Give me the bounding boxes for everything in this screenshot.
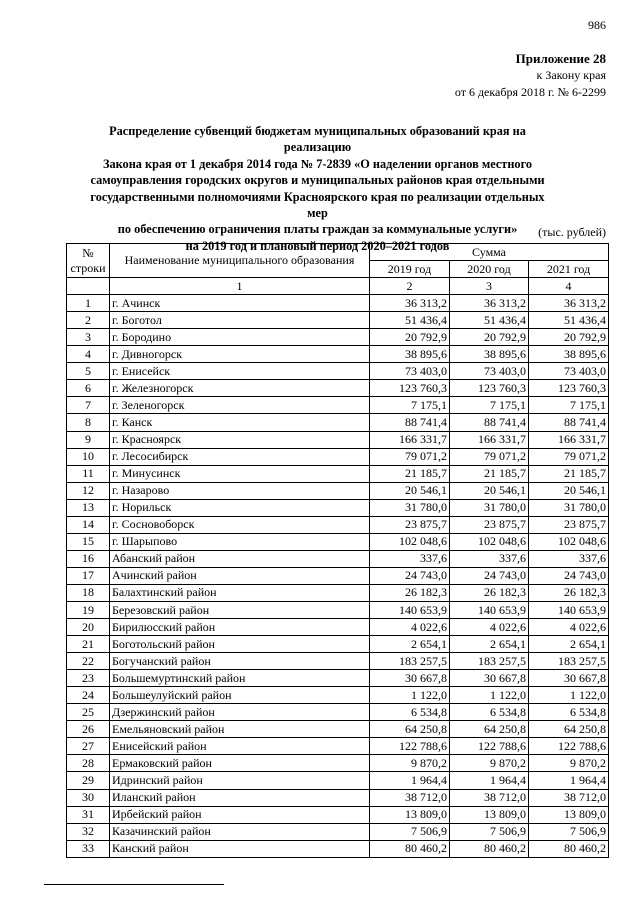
subvention-table bbox=[66, 243, 609, 858]
value-2019-cell: 20 546,1 bbox=[370, 482, 450, 499]
value-2020-cell: 23 875,7 bbox=[450, 516, 529, 533]
value-2019-cell: 31 780,0 bbox=[370, 499, 450, 516]
row-number-cell: 9 bbox=[67, 431, 110, 448]
table-body bbox=[67, 295, 609, 858]
appendix-line-1: к Закону края bbox=[536, 68, 606, 82]
value-2019-cell: 30 667,8 bbox=[370, 670, 450, 687]
value-2019-cell: 1 122,0 bbox=[370, 687, 450, 704]
header-2020: 2020 год bbox=[450, 261, 529, 278]
table-row bbox=[67, 533, 609, 550]
municipality-name-cell: Дзержинский район bbox=[110, 704, 370, 721]
appendix-line-2: от 6 декабря 2018 г. № 6-2299 bbox=[454, 85, 606, 99]
municipality-name-cell: г. Лесосибирск bbox=[110, 448, 370, 465]
municipality-name-cell: г. Ачинск bbox=[110, 295, 370, 312]
row-number-cell: 16 bbox=[67, 550, 110, 567]
row-number-cell: 2 bbox=[67, 312, 110, 329]
index-cell bbox=[67, 278, 110, 295]
value-2021-cell: 1 964,4 bbox=[529, 772, 609, 789]
value-2019-cell: 140 653,9 bbox=[370, 601, 450, 618]
row-number-cell: 19 bbox=[67, 601, 110, 618]
municipality-name-cell: г. Боготол bbox=[110, 312, 370, 329]
table-row bbox=[67, 653, 609, 670]
value-2021-cell: 64 250,8 bbox=[529, 721, 609, 738]
row-number-cell: 28 bbox=[67, 755, 110, 772]
row-number-cell: 1 bbox=[67, 295, 110, 312]
table-header-row bbox=[67, 244, 609, 261]
value-2019-cell: 123 760,3 bbox=[370, 380, 450, 397]
value-2021-cell: 36 313,2 bbox=[529, 295, 609, 312]
municipality-name-cell: г. Красноярск bbox=[110, 431, 370, 448]
table-row bbox=[67, 704, 609, 721]
table-row bbox=[67, 687, 609, 704]
value-2019-cell: 13 809,0 bbox=[370, 806, 450, 823]
municipality-name-cell: Идринский район bbox=[110, 772, 370, 789]
value-2021-cell: 73 403,0 bbox=[529, 363, 609, 380]
table-row bbox=[67, 550, 609, 567]
value-2020-cell: 122 788,6 bbox=[450, 738, 529, 755]
table-row bbox=[67, 397, 609, 414]
value-2019-cell: 6 534,8 bbox=[370, 704, 450, 721]
value-2019-cell: 102 048,6 bbox=[370, 533, 450, 550]
value-2020-cell: 21 185,7 bbox=[450, 465, 529, 482]
value-2019-cell: 183 257,5 bbox=[370, 653, 450, 670]
row-number-cell: 27 bbox=[67, 738, 110, 755]
value-2020-cell: 1 122,0 bbox=[450, 687, 529, 704]
municipality-name-cell: Березовский район bbox=[110, 601, 370, 618]
value-2019-cell: 4 022,6 bbox=[370, 619, 450, 636]
value-2021-cell: 20 546,1 bbox=[529, 482, 609, 499]
row-number-cell: 7 bbox=[67, 397, 110, 414]
table-row bbox=[67, 636, 609, 653]
value-2019-cell: 80 460,2 bbox=[370, 840, 450, 857]
row-number-cell: 6 bbox=[67, 380, 110, 397]
value-2021-cell: 6 534,8 bbox=[529, 704, 609, 721]
value-2021-cell: 166 331,7 bbox=[529, 431, 609, 448]
title-line-4: государственными полномочиями Красноярского края по реализации отдельных мер bbox=[90, 189, 545, 221]
municipality-name-cell: г. Шарыпово bbox=[110, 533, 370, 550]
value-2020-cell: 140 653,9 bbox=[450, 601, 529, 618]
table-row bbox=[67, 312, 609, 329]
row-number-cell: 22 bbox=[67, 653, 110, 670]
table-row bbox=[67, 363, 609, 380]
row-number-cell: 21 bbox=[67, 636, 110, 653]
title-line-2: Закона края от 1 декабря 2014 года № 7-2839 «О наделении органов местного bbox=[103, 156, 532, 171]
table-row bbox=[67, 738, 609, 755]
table-row bbox=[67, 772, 609, 789]
title-line-1: Распределение субвенций бюджетам муниципальных образований края на реализацию bbox=[109, 124, 526, 155]
value-2020-cell: 51 436,4 bbox=[450, 312, 529, 329]
value-2020-cell: 13 809,0 bbox=[450, 806, 529, 823]
header-row-word: строки bbox=[70, 260, 106, 275]
value-2020-cell: 80 460,2 bbox=[450, 840, 529, 857]
table-row bbox=[67, 840, 609, 857]
value-2019-cell: 51 436,4 bbox=[370, 312, 450, 329]
value-2019-cell: 88 741,4 bbox=[370, 414, 450, 431]
document-title bbox=[80, 123, 555, 254]
value-2020-cell: 9 870,2 bbox=[450, 755, 529, 772]
value-2021-cell: 21 185,7 bbox=[529, 465, 609, 482]
title-line-5: по обеспечению ограничения платы граждан за коммунальные услуги» bbox=[117, 222, 518, 237]
row-number-cell: 10 bbox=[67, 448, 110, 465]
value-2020-cell: 26 182,3 bbox=[450, 584, 529, 601]
municipality-name-cell: Большеулуйский район bbox=[110, 687, 370, 704]
value-2019-cell: 20 792,9 bbox=[370, 329, 450, 346]
municipality-name-cell: Ачинский район bbox=[110, 567, 370, 584]
value-2021-cell: 38 712,0 bbox=[529, 789, 609, 806]
municipality-name-cell: Абанский район bbox=[110, 550, 370, 567]
table-row bbox=[67, 584, 609, 601]
value-2020-cell: 73 403,0 bbox=[450, 363, 529, 380]
table-row bbox=[67, 380, 609, 397]
municipality-name-cell: г. Минусинск bbox=[110, 465, 370, 482]
value-2021-cell: 31 780,0 bbox=[529, 499, 609, 516]
value-2019-cell: 73 403,0 bbox=[370, 363, 450, 380]
value-2021-cell: 80 460,2 bbox=[529, 840, 609, 857]
value-2021-cell: 1 122,0 bbox=[529, 687, 609, 704]
municipality-name-cell: Ермаковский район bbox=[110, 755, 370, 772]
row-number-cell: 18 bbox=[67, 584, 110, 601]
value-2020-cell: 1 964,4 bbox=[450, 772, 529, 789]
value-2020-cell: 38 895,6 bbox=[450, 346, 529, 363]
table-row bbox=[67, 823, 609, 840]
table-row bbox=[67, 806, 609, 823]
value-2021-cell: 122 788,6 bbox=[529, 738, 609, 755]
municipality-name-cell: г. Норильск bbox=[110, 499, 370, 516]
row-number-cell: 31 bbox=[67, 806, 110, 823]
municipality-name-cell: г. Дивногорск bbox=[110, 346, 370, 363]
value-2019-cell: 36 313,2 bbox=[370, 295, 450, 312]
index-cell: 3 bbox=[450, 278, 529, 295]
row-number-cell: 13 bbox=[67, 499, 110, 516]
table-row bbox=[67, 295, 609, 312]
value-2019-cell: 26 182,3 bbox=[370, 584, 450, 601]
value-2019-cell: 1 964,4 bbox=[370, 772, 450, 789]
table-row bbox=[67, 482, 609, 499]
value-2021-cell: 140 653,9 bbox=[529, 601, 609, 618]
value-2020-cell: 24 743,0 bbox=[450, 567, 529, 584]
row-number-cell: 25 bbox=[67, 704, 110, 721]
value-2020-cell: 166 331,7 bbox=[450, 431, 529, 448]
value-2021-cell: 7 175,1 bbox=[529, 397, 609, 414]
value-2020-cell: 7 506,9 bbox=[450, 823, 529, 840]
table-row bbox=[67, 448, 609, 465]
title-line-3: самоуправления городских округов и муниципальных районов края отдельными bbox=[90, 173, 545, 188]
table-row bbox=[67, 670, 609, 687]
municipality-name-cell: Емельяновский район bbox=[110, 721, 370, 738]
municipality-name-cell: г. Железногорск bbox=[110, 380, 370, 397]
value-2021-cell: 23 875,7 bbox=[529, 516, 609, 533]
index-cell: 1 bbox=[110, 278, 370, 295]
value-2021-cell: 4 022,6 bbox=[529, 619, 609, 636]
row-number-cell: 12 bbox=[67, 482, 110, 499]
row-number-cell: 24 bbox=[67, 687, 110, 704]
value-2019-cell: 9 870,2 bbox=[370, 755, 450, 772]
value-2020-cell: 79 071,2 bbox=[450, 448, 529, 465]
municipality-name-cell: Иланский район bbox=[110, 789, 370, 806]
row-number-cell: 20 bbox=[67, 619, 110, 636]
row-number-cell: 4 bbox=[67, 346, 110, 363]
table-row bbox=[67, 329, 609, 346]
header-2019: 2019 год bbox=[370, 261, 450, 278]
value-2020-cell: 337,6 bbox=[450, 550, 529, 567]
table-row bbox=[67, 516, 609, 533]
table-row bbox=[67, 567, 609, 584]
row-number-cell: 11 bbox=[67, 465, 110, 482]
value-2020-cell: 183 257,5 bbox=[450, 653, 529, 670]
table-index-row bbox=[67, 278, 609, 295]
footnote-divider bbox=[44, 884, 224, 885]
value-2021-cell: 123 760,3 bbox=[529, 380, 609, 397]
row-number-cell: 8 bbox=[67, 414, 110, 431]
value-2019-cell: 166 331,7 bbox=[370, 431, 450, 448]
municipality-name-cell: г. Зеленогорск bbox=[110, 397, 370, 414]
index-cell: 2 bbox=[370, 278, 450, 295]
header-number-sign: № bbox=[82, 245, 94, 260]
municipality-name-cell: Казачинский район bbox=[110, 823, 370, 840]
units-label: (тыс. рублей) bbox=[538, 225, 606, 239]
value-2020-cell: 102 048,6 bbox=[450, 533, 529, 550]
value-2020-cell: 31 780,0 bbox=[450, 499, 529, 516]
municipality-name-cell: Балахтинский район bbox=[110, 584, 370, 601]
municipality-name-cell: Боготольский район bbox=[110, 636, 370, 653]
value-2020-cell: 7 175,1 bbox=[450, 397, 529, 414]
table-row bbox=[67, 755, 609, 772]
value-2020-cell: 6 534,8 bbox=[450, 704, 529, 721]
value-2019-cell: 23 875,7 bbox=[370, 516, 450, 533]
row-number-cell: 14 bbox=[67, 516, 110, 533]
municipality-name-cell: г. Сосновоборск bbox=[110, 516, 370, 533]
value-2021-cell: 183 257,5 bbox=[529, 653, 609, 670]
value-2021-cell: 2 654,1 bbox=[529, 636, 609, 653]
value-2021-cell: 9 870,2 bbox=[529, 755, 609, 772]
value-2019-cell: 38 895,6 bbox=[370, 346, 450, 363]
table-row bbox=[67, 499, 609, 516]
table-row bbox=[67, 721, 609, 738]
municipality-name-cell: г. Бородино bbox=[110, 329, 370, 346]
table-row bbox=[67, 601, 609, 618]
municipality-name-cell: Бирилюсский район bbox=[110, 619, 370, 636]
value-2019-cell: 64 250,8 bbox=[370, 721, 450, 738]
value-2021-cell: 51 436,4 bbox=[529, 312, 609, 329]
value-2019-cell: 2 654,1 bbox=[370, 636, 450, 653]
municipality-name-cell: Большемуртинский район bbox=[110, 670, 370, 687]
value-2020-cell: 123 760,3 bbox=[450, 380, 529, 397]
index-cell: 4 bbox=[529, 278, 609, 295]
value-2021-cell: 38 895,6 bbox=[529, 346, 609, 363]
value-2019-cell: 7 506,9 bbox=[370, 823, 450, 840]
value-2019-cell: 24 743,0 bbox=[370, 567, 450, 584]
row-number-cell: 3 bbox=[67, 329, 110, 346]
value-2019-cell: 79 071,2 bbox=[370, 448, 450, 465]
value-2020-cell: 20 546,1 bbox=[450, 482, 529, 499]
value-2020-cell: 38 712,0 bbox=[450, 789, 529, 806]
value-2019-cell: 21 185,7 bbox=[370, 465, 450, 482]
table-row bbox=[67, 789, 609, 806]
table-row bbox=[67, 431, 609, 448]
appendix-block bbox=[455, 50, 606, 101]
header-sum: Сумма bbox=[370, 244, 609, 261]
value-2021-cell: 13 809,0 bbox=[529, 806, 609, 823]
header-2021: 2021 год bbox=[529, 261, 609, 278]
row-number-cell: 17 bbox=[67, 567, 110, 584]
value-2019-cell: 337,6 bbox=[370, 550, 450, 567]
title-line-6: на 2019 год и плановый период 2020–2021 годов bbox=[185, 238, 450, 253]
table-row bbox=[67, 619, 609, 636]
page-number: 986 bbox=[588, 18, 606, 32]
municipality-name-cell: Енисейский район bbox=[110, 738, 370, 755]
value-2020-cell: 64 250,8 bbox=[450, 721, 529, 738]
value-2021-cell: 337,6 bbox=[529, 550, 609, 567]
table-row bbox=[67, 414, 609, 431]
municipality-name-cell: Канский район bbox=[110, 840, 370, 857]
municipality-name-cell: Ирбейский район bbox=[110, 806, 370, 823]
row-number-cell: 15 bbox=[67, 533, 110, 550]
value-2021-cell: 30 667,8 bbox=[529, 670, 609, 687]
value-2021-cell: 102 048,6 bbox=[529, 533, 609, 550]
table-row bbox=[67, 346, 609, 363]
value-2019-cell: 38 712,0 bbox=[370, 789, 450, 806]
value-2021-cell: 79 071,2 bbox=[529, 448, 609, 465]
value-2020-cell: 30 667,8 bbox=[450, 670, 529, 687]
header-name: Наименование муниципального образования bbox=[110, 244, 370, 278]
row-number-cell: 29 bbox=[67, 772, 110, 789]
value-2020-cell: 36 313,2 bbox=[450, 295, 529, 312]
value-2020-cell: 88 741,4 bbox=[450, 414, 529, 431]
row-number-cell: 30 bbox=[67, 789, 110, 806]
municipality-name-cell: г. Енисейск bbox=[110, 363, 370, 380]
value-2021-cell: 26 182,3 bbox=[529, 584, 609, 601]
row-number-cell: 33 bbox=[67, 840, 110, 857]
value-2021-cell: 7 506,9 bbox=[529, 823, 609, 840]
header-row-number bbox=[67, 244, 110, 278]
row-number-cell: 5 bbox=[67, 363, 110, 380]
value-2021-cell: 24 743,0 bbox=[529, 567, 609, 584]
row-number-cell: 26 bbox=[67, 721, 110, 738]
value-2020-cell: 20 792,9 bbox=[450, 329, 529, 346]
value-2019-cell: 122 788,6 bbox=[370, 738, 450, 755]
value-2020-cell: 2 654,1 bbox=[450, 636, 529, 653]
value-2020-cell: 4 022,6 bbox=[450, 619, 529, 636]
appendix-title: Приложение 28 bbox=[515, 51, 606, 66]
municipality-name-cell: Богучанский район bbox=[110, 653, 370, 670]
value-2021-cell: 20 792,9 bbox=[529, 329, 609, 346]
municipality-name-cell: г. Назарово bbox=[110, 482, 370, 499]
row-number-cell: 23 bbox=[67, 670, 110, 687]
value-2019-cell: 7 175,1 bbox=[370, 397, 450, 414]
row-number-cell: 32 bbox=[67, 823, 110, 840]
table-row bbox=[67, 465, 609, 482]
value-2021-cell: 88 741,4 bbox=[529, 414, 609, 431]
municipality-name-cell: г. Канск bbox=[110, 414, 370, 431]
